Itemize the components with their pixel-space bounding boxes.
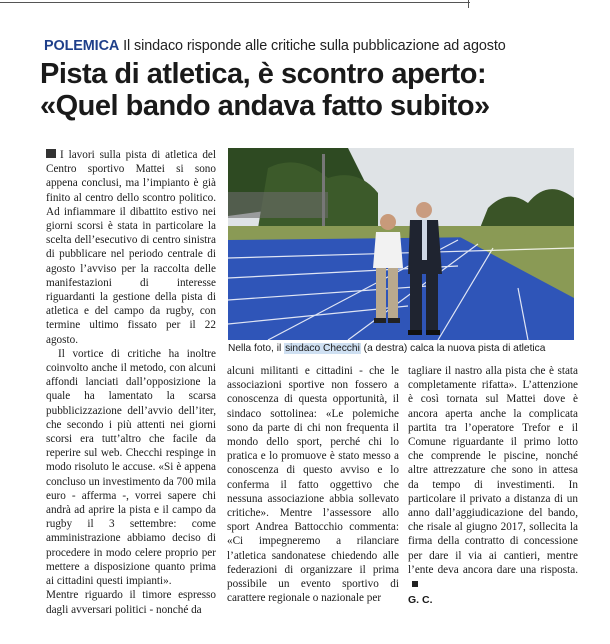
lead-square-icon <box>46 149 56 158</box>
track-photo-illustration <box>228 148 574 340</box>
paragraph-2: Il vortice di critiche ha inoltre coinvolto anche il metodo, con alcuni affondi lanciati dall’opposizione la quale ha lamentato la scarsa pubblicizzazione dell’avvio dell’iter, che secondo i più attenti nei giorni scorsi era tutt’altro che facile da reperire sul web. Checchi respinge in modo risoluto le accuse. «Si è appena concluso un investimento da 700 mila euro - afferma -, vorrei sapere chi andrà ad aprire la pista e il campo da rugby il 3 settembre: come amministrazione abbiamo deciso di procedere in modo celere proprio per mettere a disposizione quanto prima ai cittadini questi impianti». <box>46 347 216 588</box>
headline-line-2: «Quel bando andava fatto subito» <box>40 90 490 122</box>
article-column-2 <box>227 364 399 605</box>
top-rule-tick <box>468 0 469 8</box>
column-3-text: tagliare il nastro alla pista che è stata completamente rifatta». L’attenzione è così tornata sul Mattei dove è ancora aperta anche la complicata partita tra l’operatore Trefor e il Comune riguardante il primo lotto che comprende le piscine, nonché altre attrezzature che sono in attesa da tempo di investimenti. In particolare il privato a distanza di un anno dall’aggiudicazione del bando, che risale al giugno 2017, sollecita la firma della contratto di concessione per dare il via ai cantieri, mentre l’ente deva ancora dare una risposta. <box>408 365 578 576</box>
caption-highlight: sindaco Checchi <box>285 343 360 354</box>
caption-suffix: (a destra) calca la nuova pista di atletica <box>363 343 546 354</box>
kicker <box>44 38 584 54</box>
kicker-text: Il sindaco risponde alle critiche sulla pubblicazione ad agosto <box>123 38 506 54</box>
column-2-text: alcuni militanti e cittadini - che le associazioni sportive non fossero a conoscenza di questa opportunità, il sindaco sottolinea: «Le polemiche sono da parte di chi non frequenta il mondo dello sport, perché chi lo pratica e lo promuove è stato messo a conoscenza di questo avviso e lo conferma il fatto oggettivo che nessuna associazione abbia sollevato critiche». Mentre l’assessore allo sport Andrea Battocchio commenta: «Ci impegneremo a rilanciare l’atletica sandonatese chiedendo alle federazioni di organizzare il prima possibile un evento sportivo di carattere regionale o nazionale per <box>227 365 399 605</box>
column-3-paragraph <box>408 364 578 591</box>
kicker-tag: POLEMICA <box>44 38 120 54</box>
paragraph-1-text: I lavori sulla pista di atletica del Centro sportivo Mattei si sono appena conclusi, ma l’impianto è già finito al centro dello scontro politico. Ad infiammare il dibattito estivo nei giorni scorsi è stata in particolare la scelta dell’esecutivo di centro sinistra di pubblicare nel periodo centrale di agosto l’avviso per la raccolta delle manifestazioni di interesse riguardanti la gestione della pista di atletica e del campo da rugby, con termine ultimo fissato per il 22 agosto. <box>46 149 216 346</box>
light-pole <box>322 154 325 234</box>
paragraph-3: Mentre riguardo il timore espresso dagli avversari politici - nonché da <box>46 589 216 616</box>
end-square-icon <box>412 581 418 587</box>
grandstand <box>228 192 328 218</box>
byline: G. C. <box>408 594 433 607</box>
caption-prefix: Nella foto, il <box>228 343 282 354</box>
article-column-3 <box>408 364 578 607</box>
article-column-1 <box>46 148 216 617</box>
photo-caption <box>228 343 578 354</box>
paragraph-1 <box>46 148 216 347</box>
headline <box>40 58 588 122</box>
top-rule <box>0 2 470 3</box>
article-photo <box>228 148 574 340</box>
headline-line-1: Pista di atletica, è scontro aperto: <box>40 58 487 90</box>
